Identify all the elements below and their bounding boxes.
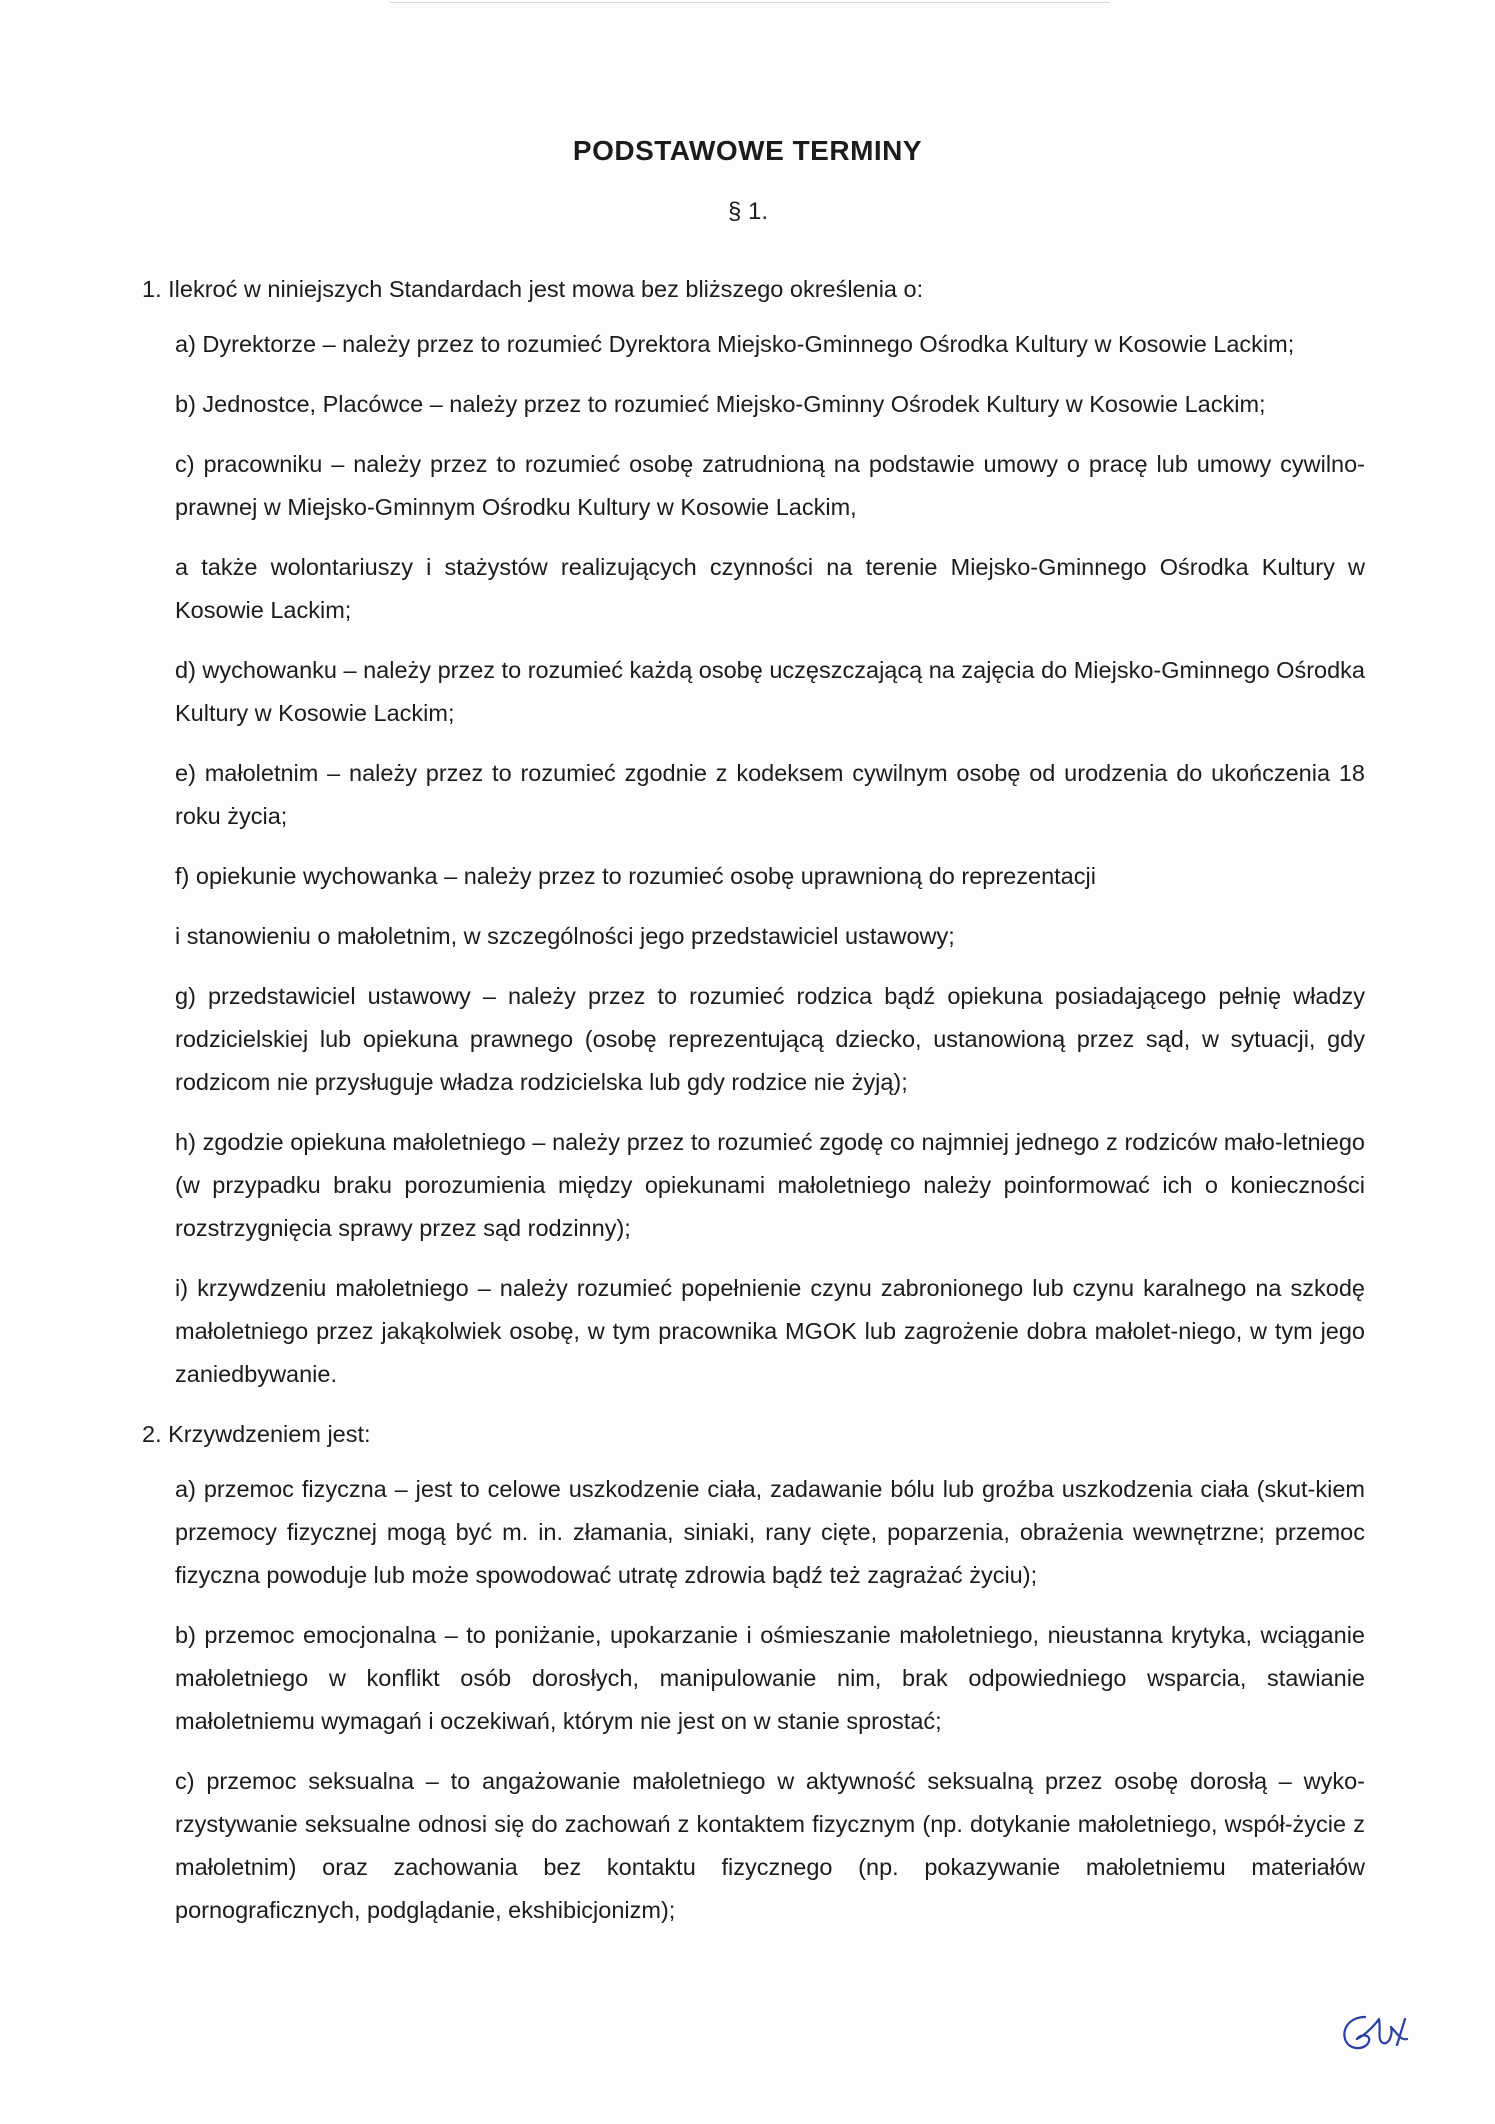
harm-przemoc-seksualna: c) przemoc seksualna – to angażowanie małoletniego w aktywność seksualną przez osobę dorosłą – wyko-rzystywanie seksualne odnosi się do zachowań z kontaktem fizycznym (np. dotykanie małoletniego, współ-życie z małoletnim) oraz zachowania bez kontaktu fizycznego (np. pokazywanie małoletniemu materiałów pornograficznych, podglądanie, ekshibicjonizm);	[175, 1768, 1365, 1923]
handwritten-signature	[1335, 2005, 1415, 2060]
harm-przemoc-fizyczna: a) przemoc fizyczna – jest to celowe uszkodzenie ciała, zadawanie bólu lub groźba uszkodzenia ciała (skut-kiem przemocy fizycznej mogą być m. in. złamania, siniaki, rany cięte, poparzenia, obrażenia wewnętrzne; przemoc fizyczna powoduje lub może spowodować utratę zdrowia bądź też zagrażać życiu);	[175, 1476, 1365, 1588]
document-body	[0, 268, 1495, 1949]
definition-jednostka: b) Jednostce, Placówce – należy przez to rozumieć Miejsko-Gminny Ośrodek Kultury w Kosowie Lackim;	[175, 391, 1266, 417]
page-title: PODSTAWOWE TERMINY	[572, 135, 923, 166]
definition-przedstawiciel: g) przedstawiciel ustawowy – należy przez to rozumieć rodzica bądź opiekuna posiadającego pełnię władzy rodzicielskiej lub opiekuna prawnego (osobę reprezentującą dziecko, ustanowioną przez sąd, w sytuacji, gdy rodzicom nie przysługuje władza rodzicielska lub gdy rodzice nie żyją);	[175, 983, 1365, 1095]
definition-pracownik: c) pracowniku – należy przez to rozumieć osobę zatrudnioną na podstawie umowy o pracę lub umowy cywilno-prawnej w Miejsko-Gminnym Ośrodku Kultury w Kosowie Lackim,	[175, 451, 1365, 520]
definition-pracownik-continued: a także wolontariuszy i stażystów realizujących czynności na terenie Miejsko-Gminnego Ośrodka Kultury w Kosowie Lackim;	[175, 554, 1365, 623]
definition-opiekun: f) opiekunie wychowanka – należy przez to rozumieć osobę uprawnioną do reprezentacji	[175, 863, 1096, 889]
definition-wychowanek: d) wychowanku – należy przez to rozumieć każdą osobę uczęszczającą na zajęcia do Miejsko-Gminnego Ośrodka Kultury w Kosowie Lackim;	[175, 657, 1365, 726]
definition-maloletni: e) małoletnim – należy przez to rozumieć zgodnie z kodeksem cywilnym osobę od urodzenia do ukończenia 18 roku życia;	[175, 760, 1365, 829]
harm-przemoc-emocjonalna: b) przemoc emocjonalna – to poniżanie, upokarzanie i ośmieszanie małoletniego, nieustanna krytyka, wciąganie małoletniego w konflikt osób dorosłych, manipulowanie nim, brak odpowiedniego wsparcia, stawianie małoletniemu wymagań i oczekiwań, którym nie jest on w stanie sprostać;	[175, 1622, 1365, 1734]
section-number: § 1.	[728, 198, 769, 225]
definition-zgoda: h) zgodzie opiekuna małoletniego – należy przez to rozumieć zgodę co najmniej jednego z rodziców mało-letniego (w przypadku braku porozumienia między opiekunami małoletniego należy poinformować ich o konieczności rozstrzygnięcia sprawy przez sąd rodzinny);	[175, 1129, 1365, 1241]
signature-stroke	[1344, 2017, 1407, 2048]
item-2-heading: 2. Krzywdzeniem jest:	[142, 1421, 371, 1447]
item-1-heading: 1. Ilekroć w niniejszych Standardach jest mowa bez bliższego określenia o:	[142, 276, 924, 302]
scan-edge-line	[390, 2, 1110, 3]
definition-opiekun-continued: i stanowieniu o małoletnim, w szczególności jego przedstawiciel ustawowy;	[175, 923, 955, 949]
definition-krzywdzenie: i) krzywdzeniu małoletniego – należy rozumieć popełnienie czynu zabronionego lub czynu karalnego na szkodę małoletniego przez jakąkolwiek osobę, w tym pracownika MGOK lub zagrożenie dobra małolet-niego, w tym jego zaniedbywanie.	[175, 1275, 1365, 1387]
definition-dyrektor: a) Dyrektorze – należy przez to rozumieć Dyrektora Miejsko-Gminnego Ośrodka Kultury w Kosowie Lackim;	[175, 331, 1295, 357]
